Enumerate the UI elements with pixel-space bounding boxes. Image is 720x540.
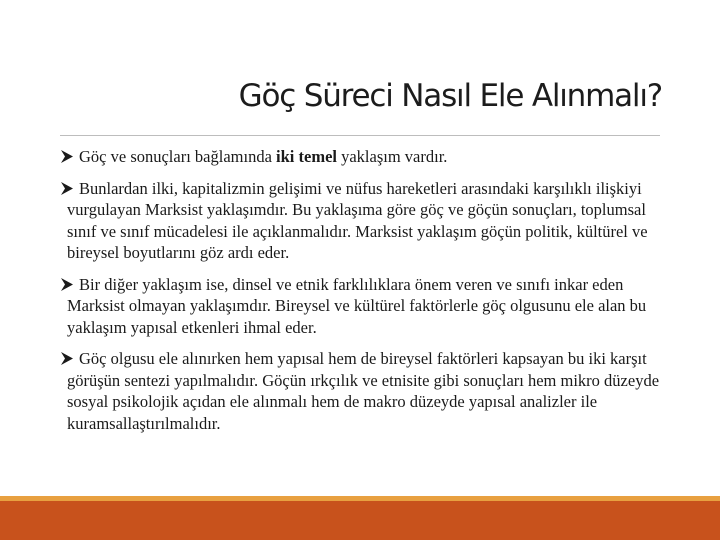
bullet-item: [60, 146, 670, 168]
bullet-text: Bunlardan ilki, kapitalizmin gelişimi ve nüfus hareketleri arasındaki karşılıklı ilişkiyi vurgulayan Marksist yaklaşımdır. Bu yaklaşıma göre göç ve göçün sonuçları, toplumsal sınıf ve sınıf mücadelesi ile açıklanmalıdır. Marksist yaklaşım göçün politik, kültürel ve bireysel boyutlarını göz ardı eder.: [67, 178, 648, 262]
bullet-item: [60, 274, 670, 339]
footer-bar: [0, 501, 720, 540]
arrow-bullet-icon: [59, 178, 75, 199]
bullet-text: Göç ve sonuçları bağlamında iki temel yaklaşım vardır.: [79, 147, 448, 166]
bullet-item: [60, 348, 670, 434]
slide-title: Göç Süreci Nasıl Ele Alınmalı?: [238, 78, 662, 114]
bullet-item: [60, 178, 670, 264]
arrow-bullet-icon: [59, 348, 75, 369]
bullet-text: Göç olgusu ele alınırken hem yapısal hem de bireysel faktörleri kapsayan bu iki karşıt görüşün sentezi yapılmalıdır. Göçün ırkçılık ve etnisite gibi sonuçları hem mikro düzeyde sosyal psikolojik açıdan ele alınmalı hem de makro düzeyde yapısal analizler ile kuramsallaştırılmalıdır.: [67, 349, 660, 433]
arrow-bullet-icon: [59, 274, 75, 295]
bullet-list: [60, 146, 670, 444]
bullet-text: Bir diğer yaklaşım ise, dinsel ve etnik farklılıklara önem veren ve sınıfı inkar eden Marksist olmayan yaklaşımdır. Bireysel ve kültürel faktörlerle göç olgusunu ele alan bu yaklaşım yapısal etkenleri ihmal eder.: [67, 274, 647, 337]
bullet-emphasis: iki temel: [276, 147, 337, 166]
title-divider: [60, 135, 660, 136]
arrow-bullet-icon: [59, 146, 75, 167]
